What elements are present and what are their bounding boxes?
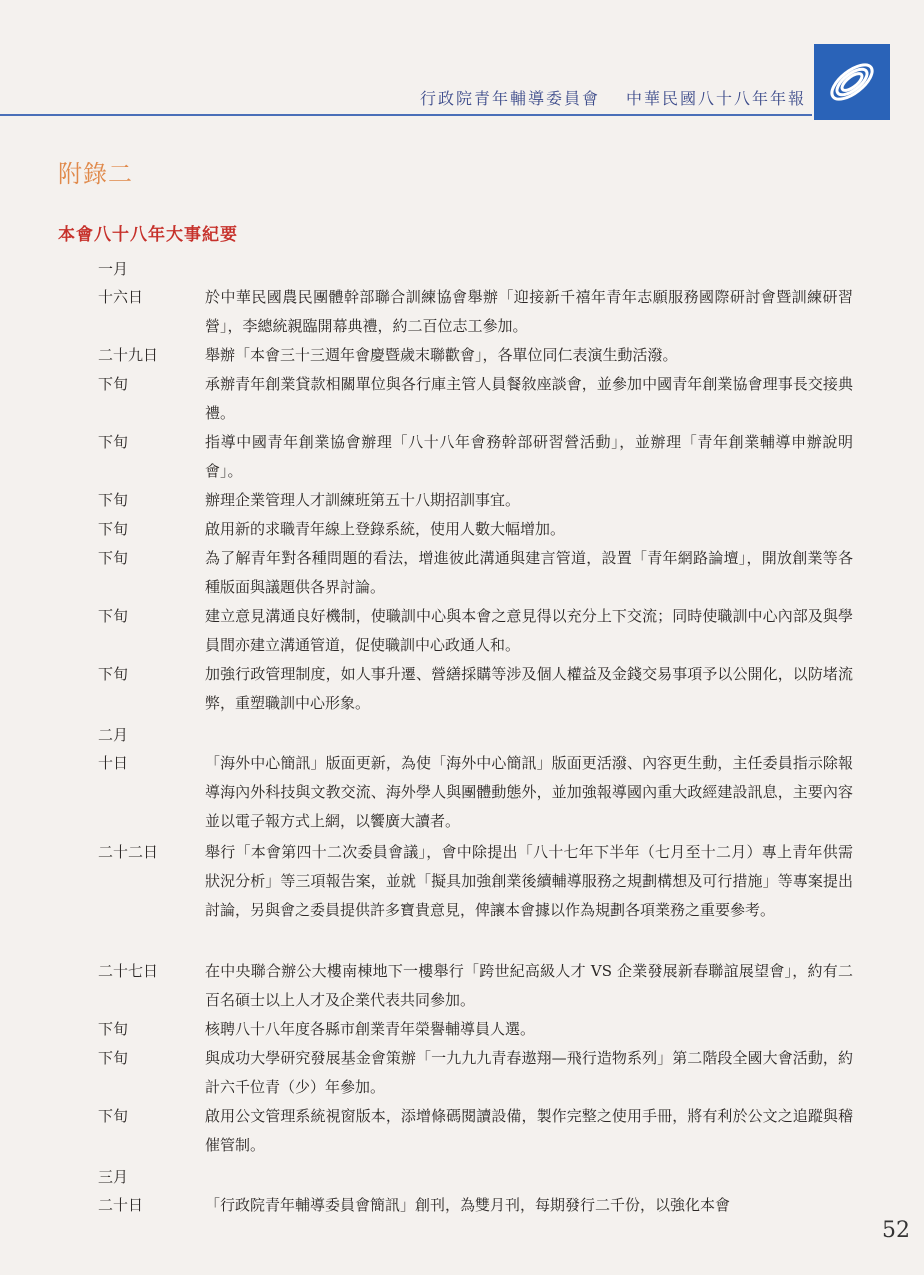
event-date: 二十二日 xyxy=(98,843,159,861)
event-description: 指導中國青年創業協會辦理「八十八年會務幹部研習營活動」，並辦理「青年創業輔導申辦說明會」。 xyxy=(205,433,853,480)
event-description: 建立意見溝通良好機制，使職訓中心與本會之意見得以充分上下交流；同時使職訓中心內部及與學員間亦建立溝通管道，促使職訓中心政通人和。 xyxy=(205,607,853,654)
event-date: 十日 xyxy=(98,754,129,772)
event-date: 下旬 xyxy=(98,1107,129,1125)
event-description: 為了解青年對各種問題的看法，增進彼此溝通與建言管道，設置「青年網路論壇」，開放創業等各種版面與議題供各界討論。 xyxy=(205,549,853,596)
event-description: 核聘八十八年度各縣市創業青年榮譽輔導員人選。 xyxy=(205,1020,536,1038)
header-divider xyxy=(0,114,812,116)
event-date: 下旬 xyxy=(98,1020,129,1038)
event-description: 「海外中心簡訊」版面更新，為使「海外中心簡訊」版面更活潑、內容更生動，主任委員指示除報導海內外科技與文教交流、海外學人與團體動態外，並加強報導國內重大政經建設訊息，主要內容並以電子報方式上網，以饗廣大讀者。 xyxy=(205,754,853,830)
event-description: 與成功大學研究發展基金會策辦「一九九九青春遨翔—飛行造物系列」第二階段全國大會活動，約計六千位青（少）年參加。 xyxy=(205,1049,853,1096)
rings-logo-icon xyxy=(814,44,890,120)
running-header xyxy=(420,86,806,109)
event-date: 下旬 xyxy=(98,665,129,683)
event-description: 加強行政管理制度，如人事升遷、營繕採購等涉及個人權益及金錢交易事項予以公開化，以防堵流弊，重塑職訓中心形象。 xyxy=(205,665,853,712)
event-description: 承辦青年創業貸款相關單位與各行庫主管人員餐敘座談會，並參加中國青年創業協會理事長交接典禮。 xyxy=(205,375,853,422)
section-title: 本會八十八年大事紀要 xyxy=(58,225,238,245)
event-description: 啟用新的求職青年線上登錄系統，使用人數大幅增加。 xyxy=(205,520,566,538)
event-date: 十六日 xyxy=(98,288,144,306)
event-description: 舉行「本會第四十二次委員會議」，會中除提出「八十七年下半年（七月至十二月）專上青年供需狀況分析」等三項報告案，並就「擬具加強創業後續輔導服務之規劃構想及可行措施」等專案提出討論，另與會之委員提供許多寶貴意見，俾讓本會據以作為規劃各項業務之重要參考。 xyxy=(205,843,853,919)
page-number: 52 xyxy=(882,1218,910,1243)
event-date: 下旬 xyxy=(98,1049,129,1067)
event-description: 「行政院青年輔導委員會簡訊」創刊，為雙月刊，每期發行二千份，以強化本會 xyxy=(205,1196,731,1214)
event-description: 辦理企業管理人才訓練班第五十八期招訓事宜。 xyxy=(205,491,521,509)
month-heading: 三月 xyxy=(98,1168,129,1186)
event-date: 下旬 xyxy=(98,520,129,538)
appendix-label: 附錄二 xyxy=(58,160,133,188)
event-description: 於中華民國農民團體幹部聯合訓練協會舉辦「迎接新千禧年青年志願服務國際研討會暨訓練研習營」，李總統親臨開幕典禮，約二百位志工參加。 xyxy=(205,288,853,335)
event-description: 在中央聯合辦公大樓南棟地下一樓舉行「跨世紀高級人才 VS 企業發展新春聯誼展望會」，約有二百名碩士以上人才及企業代表共同參加。 xyxy=(205,962,853,1009)
month-heading: 一月 xyxy=(98,260,129,278)
event-date: 下旬 xyxy=(98,375,129,393)
event-date: 二十九日 xyxy=(98,346,159,364)
event-date: 下旬 xyxy=(98,433,129,451)
event-date: 二十七日 xyxy=(98,962,159,980)
header-report-name: 中華民國八十八年年報 xyxy=(625,89,806,108)
event-date: 下旬 xyxy=(98,549,129,567)
header-org-name: 行政院青年輔導委員會 xyxy=(419,89,600,108)
event-date: 二十日 xyxy=(98,1196,144,1214)
event-date: 下旬 xyxy=(98,607,129,625)
month-heading: 二月 xyxy=(98,726,129,744)
event-date: 下旬 xyxy=(98,491,129,509)
event-description: 舉辦「本會三十三週年會慶暨歲末聯歡會」，各單位同仁表演生動活潑。 xyxy=(205,346,678,364)
event-description: 啟用公文管理系統視窗版本，添增條碼閱讀設備，製作完整之使用手冊，將有利於公文之追蹤與稽催管制。 xyxy=(205,1107,853,1154)
